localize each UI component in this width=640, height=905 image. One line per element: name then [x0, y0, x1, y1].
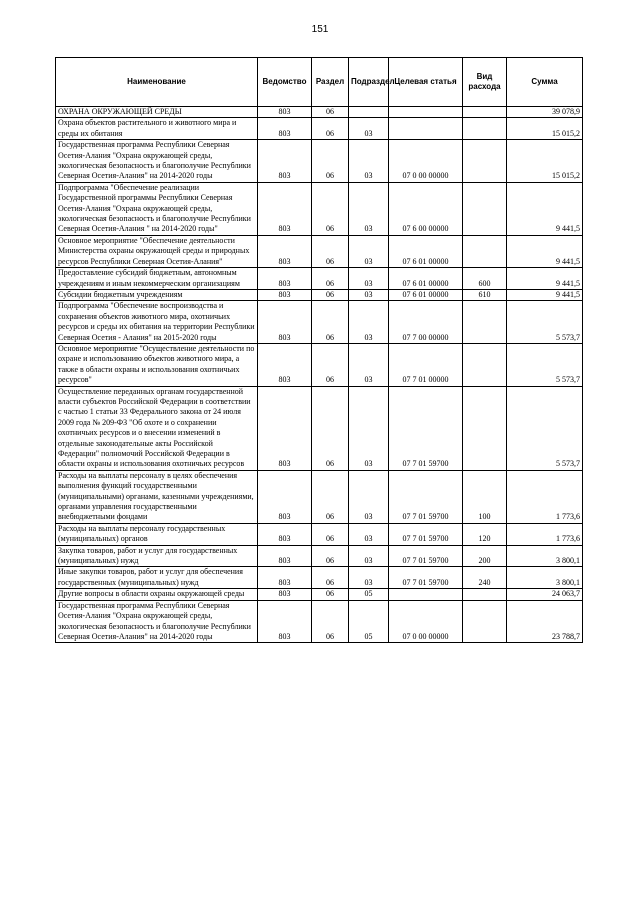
cell-cel: 07 6 01 00000: [389, 289, 463, 300]
cell-razd: 06: [312, 343, 349, 386]
table-row: [56, 268, 583, 290]
cell-name: Закупка товаров, работ и услуг для государственных (муниципальных) нужд: [56, 545, 258, 567]
header-vid: Вид расхода: [463, 58, 507, 107]
cell-name: Расходы на выплаты персоналу государственных (муниципальных) органов: [56, 523, 258, 545]
table-row: [56, 523, 583, 545]
cell-name: Подпрограмма "Обеспечение реализации Государственной программы Республики Северная Осетия-Алания "Охрана окружающей среды, экологическая безопасность и благополучие Республики Северная Осетия-Алания " на 2014-2020 годы": [56, 182, 258, 235]
cell-ved: 803: [258, 589, 312, 600]
cell-vid: 100: [463, 470, 507, 523]
cell-vid: [463, 118, 507, 140]
cell-sum: 5 573,7: [507, 301, 583, 344]
cell-podr: 03: [349, 301, 389, 344]
cell-razd: 06: [312, 567, 349, 589]
cell-ved: 803: [258, 301, 312, 344]
cell-name: Осуществление переданных органам государственной власти субъектов Российской Федерации в соответствии с частью 1 статьи 33 Федерального закона от 24 июля 2009 года № 209-ФЗ "Об охоте и о сохранении охотничьих ресурсов и о внесении изменений в отдельные законодательные акты Российской Федерации" полномочий Российской Федерации в области охраны и использования охотничьих ресурсов: [56, 386, 258, 470]
cell-sum: 15 015,2: [507, 140, 583, 183]
cell-vid: 600: [463, 268, 507, 290]
cell-razd: 06: [312, 600, 349, 643]
cell-ved: 803: [258, 289, 312, 300]
cell-ved: 803: [258, 140, 312, 183]
cell-sum: 23 788,7: [507, 600, 583, 643]
table-row: [56, 118, 583, 140]
cell-razd: 06: [312, 589, 349, 600]
table-row: [56, 289, 583, 300]
cell-sum: 1 773,6: [507, 470, 583, 523]
cell-podr: 03: [349, 268, 389, 290]
cell-cel: 07 7 01 59700: [389, 545, 463, 567]
cell-razd: 06: [312, 182, 349, 235]
cell-ved: 803: [258, 107, 312, 118]
cell-razd: 06: [312, 523, 349, 545]
cell-cel: 07 6 01 00000: [389, 235, 463, 267]
cell-vid: [463, 343, 507, 386]
cell-razd: 06: [312, 289, 349, 300]
cell-podr: 03: [349, 182, 389, 235]
cell-cel: [389, 107, 463, 118]
cell-name: Охрана объектов растительного и животного мира и среды их обитания: [56, 118, 258, 140]
cell-razd: 06: [312, 118, 349, 140]
cell-ved: 803: [258, 182, 312, 235]
cell-name: Государственная программа Республики Северная Осетия-Алания "Охрана окружающей среды, экологическая безопасность и благополучие Республики Северная Осетия-Алания" на 2014-2020 годы: [56, 600, 258, 643]
cell-ved: 803: [258, 523, 312, 545]
cell-name: Основное мероприятие "Осуществление деятельности по охране и использованию объектов животного мира, а также в области охраны и использования охотничьих ресурсов": [56, 343, 258, 386]
cell-podr: 03: [349, 386, 389, 470]
cell-vid: [463, 107, 507, 118]
cell-vid: [463, 386, 507, 470]
cell-vid: 610: [463, 289, 507, 300]
cell-podr: 05: [349, 600, 389, 643]
table-row: [56, 235, 583, 267]
budget-table: [55, 57, 583, 643]
cell-vid: [463, 182, 507, 235]
table-row: [56, 589, 583, 600]
cell-cel: 07 0 00 00000: [389, 600, 463, 643]
table-header-row: [56, 58, 583, 107]
cell-sum: 3 800,1: [507, 567, 583, 589]
header-cel: Целевая статья: [389, 58, 463, 107]
table-row: [56, 600, 583, 643]
cell-razd: 06: [312, 107, 349, 118]
cell-podr: 03: [349, 118, 389, 140]
cell-name: Подпрограмма "Обеспечение воспроизводства и сохранения объектов животного мира, охотничьих ресурсов и среды их обитания на территории Республики Северная Осетия - Алания" на 2015-2020 годы: [56, 301, 258, 344]
cell-razd: 06: [312, 268, 349, 290]
cell-razd: 06: [312, 140, 349, 183]
cell-cel: 07 7 01 59700: [389, 470, 463, 523]
cell-sum: 5 573,7: [507, 386, 583, 470]
cell-sum: 39 078,9: [507, 107, 583, 118]
cell-cel: 07 6 00 00000: [389, 182, 463, 235]
header-podr: Подраздел: [349, 58, 389, 107]
cell-name: Основное мероприятие "Обеспечение деятельности Министерства охраны окружающей среды и природных ресурсов Республики Северная Осетия-Алания": [56, 235, 258, 267]
cell-cel: [389, 118, 463, 140]
cell-razd: 06: [312, 386, 349, 470]
cell-cel: 07 7 01 59700: [389, 567, 463, 589]
cell-podr: [349, 107, 389, 118]
cell-name: Государственная программа Республики Северная Осетия-Алания "Охрана окружающей среды, экологическая безопасность и благополучие Республики Северная Осетия-Алания" на 2014-2020 годы: [56, 140, 258, 183]
header-ved: Ведомство: [258, 58, 312, 107]
table-row: [56, 182, 583, 235]
cell-cel: 07 0 00 00000: [389, 140, 463, 183]
cell-podr: 03: [349, 545, 389, 567]
table-row: [56, 545, 583, 567]
cell-vid: [463, 600, 507, 643]
cell-ved: 803: [258, 343, 312, 386]
cell-cel: [389, 589, 463, 600]
cell-sum: 1 773,6: [507, 523, 583, 545]
cell-cel: 07 7 01 00000: [389, 343, 463, 386]
table-row: [56, 386, 583, 470]
cell-podr: 03: [349, 235, 389, 267]
cell-ved: 803: [258, 268, 312, 290]
cell-cel: 07 6 01 00000: [389, 268, 463, 290]
table-row: [56, 470, 583, 523]
cell-sum: 9 441,5: [507, 268, 583, 290]
page-number: 151: [311, 24, 329, 35]
cell-ved: 803: [258, 470, 312, 523]
cell-ved: 803: [258, 600, 312, 643]
cell-sum: 15 015,2: [507, 118, 583, 140]
cell-name: Иные закупки товаров, работ и услуг для обеспечения государственных (муниципальных) нужд: [56, 567, 258, 589]
cell-name: Другие вопросы в области охраны окружающей среды: [56, 589, 258, 600]
cell-podr: 03: [349, 289, 389, 300]
cell-cel: 07 7 01 59700: [389, 386, 463, 470]
cell-razd: 06: [312, 545, 349, 567]
cell-podr: 05: [349, 589, 389, 600]
cell-vid: [463, 589, 507, 600]
cell-sum: 9 441,5: [507, 235, 583, 267]
cell-name: ОХРАНА ОКРУЖАЮЩЕЙ СРЕДЫ: [56, 107, 258, 118]
table-row: [56, 107, 583, 118]
cell-podr: 03: [349, 140, 389, 183]
cell-podr: 03: [349, 567, 389, 589]
header-razd: Раздел: [312, 58, 349, 107]
table-row: [56, 567, 583, 589]
cell-name: Предоставление субсидий бюджетным, автономным учреждениям и иным некоммерческим организациям: [56, 268, 258, 290]
table-row: [56, 301, 583, 344]
cell-vid: 200: [463, 545, 507, 567]
cell-razd: 06: [312, 301, 349, 344]
cell-cel: 07 7 01 59700: [389, 523, 463, 545]
cell-cel: 07 7 00 00000: [389, 301, 463, 344]
cell-ved: 803: [258, 567, 312, 589]
cell-name: Субсидии бюджетным учреждениям: [56, 289, 258, 300]
cell-podr: 03: [349, 470, 389, 523]
cell-ved: 803: [258, 545, 312, 567]
cell-vid: [463, 301, 507, 344]
header-name: Наименование: [56, 58, 258, 107]
table-body: [56, 107, 583, 643]
cell-sum: 5 573,7: [507, 343, 583, 386]
table-row: [56, 343, 583, 386]
cell-ved: 803: [258, 386, 312, 470]
cell-razd: 06: [312, 470, 349, 523]
cell-podr: 03: [349, 523, 389, 545]
table-row: [56, 140, 583, 183]
cell-vid: 240: [463, 567, 507, 589]
cell-name: Расходы на выплаты персоналу в целях обеспечения выполнения функций государственными (муниципальными) органами, казенными учреждениями, органами управления государственными внебюджетными фондами: [56, 470, 258, 523]
cell-vid: [463, 140, 507, 183]
cell-sum: 9 441,5: [507, 289, 583, 300]
cell-sum: 3 800,1: [507, 545, 583, 567]
cell-ved: 803: [258, 235, 312, 267]
cell-vid: [463, 235, 507, 267]
header-sum: Сумма: [507, 58, 583, 107]
cell-podr: 03: [349, 343, 389, 386]
cell-sum: 9 441,5: [507, 182, 583, 235]
cell-vid: 120: [463, 523, 507, 545]
cell-ved: 803: [258, 118, 312, 140]
cell-sum: 24 063,7: [507, 589, 583, 600]
cell-razd: 06: [312, 235, 349, 267]
